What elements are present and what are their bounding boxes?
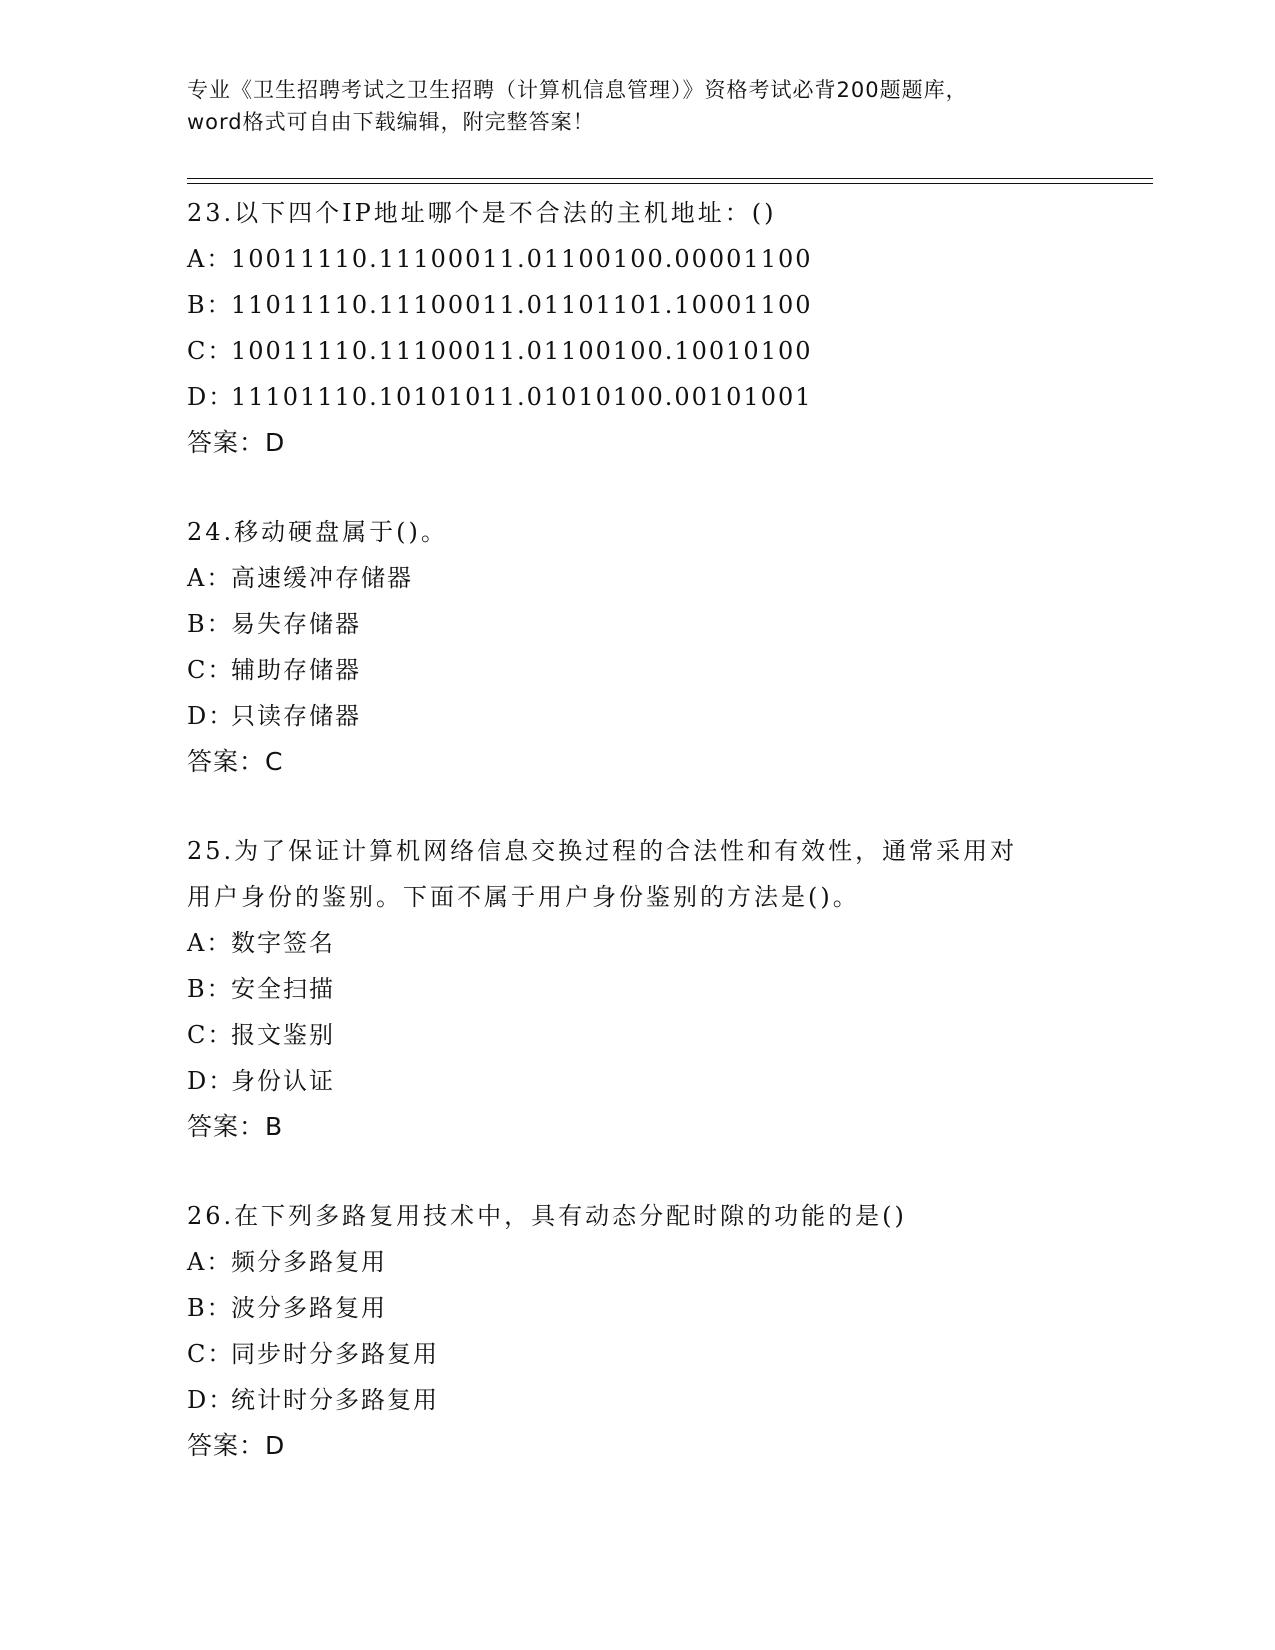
- answer-option: [187, 601, 1087, 647]
- answer-option: [187, 282, 1087, 328]
- question-block: [187, 1193, 1087, 1469]
- option-text: 报文鉴别: [231, 1021, 335, 1049]
- answer-option: [187, 647, 1087, 693]
- option-key: C：: [187, 656, 234, 684]
- question-list: [187, 190, 1087, 1512]
- answer-label: 答案：D: [187, 428, 286, 457]
- header-line-2: word格式可自由下载编辑，附完整答案！: [187, 110, 595, 134]
- question-stem-line: 24.移动硬盘属于()。: [187, 518, 448, 546]
- header-rule-bottom: [187, 183, 1153, 184]
- answer-option: [187, 920, 1087, 966]
- option-text: 安全扫描: [231, 975, 335, 1003]
- option-key: B：: [187, 1294, 233, 1322]
- answer-option: [187, 1058, 1087, 1104]
- question-stem: [187, 828, 1087, 920]
- option-text: 辅助存储器: [231, 656, 361, 684]
- option-text: 11101110.10101011.01010100.00101001: [231, 383, 813, 411]
- option-text: 统计时分多路复用: [231, 1386, 439, 1414]
- header-line-1: 专业《卫生招聘考试之卫生招聘（计算机信息管理）》资格考试必背200题题库，: [187, 78, 968, 102]
- answer-option: [187, 1239, 1087, 1285]
- answer-label: 答案：C: [187, 747, 284, 776]
- option-key: B：: [187, 975, 233, 1003]
- answer-label: 答案：B: [187, 1112, 284, 1141]
- option-text: 同步时分多路复用: [231, 1340, 439, 1368]
- question-block: [187, 190, 1087, 466]
- option-key: C：: [187, 1340, 234, 1368]
- question-stem-line: 26.在下列多路复用技术中，具有动态分配时隙的功能的是(): [187, 1202, 907, 1230]
- option-key: C：: [187, 337, 234, 365]
- question-stem: [187, 509, 1087, 555]
- option-key: D：: [187, 1386, 235, 1414]
- option-text: 只读存储器: [231, 702, 361, 730]
- answer-option: [187, 555, 1087, 601]
- answer-option: [187, 1377, 1087, 1423]
- option-text: 高速缓冲存储器: [231, 564, 413, 592]
- question-stem-line: 25.为了保证计算机网络信息交换过程的合法性和有效性，通常采用对: [187, 837, 1018, 865]
- question-stem-line: 23.以下四个IP地址哪个是不合法的主机地址：(): [187, 199, 777, 227]
- option-text: 身份认证: [231, 1067, 335, 1095]
- answer-option: [187, 966, 1087, 1012]
- option-text: 10011110.11100011.01100100.00001100: [231, 245, 813, 273]
- option-key: A：: [187, 929, 233, 957]
- answer-label: 答案：D: [187, 1431, 286, 1460]
- question-stem-line: 用户身份的鉴别。下面不属于用户身份鉴别的方法是()。: [187, 883, 860, 911]
- option-text: 频分多路复用: [231, 1248, 387, 1276]
- header-rule-top: [187, 178, 1153, 179]
- option-key: A：: [187, 245, 233, 273]
- option-key: A：: [187, 1248, 233, 1276]
- option-text: 数字签名: [231, 929, 335, 957]
- answer-option: [187, 374, 1087, 420]
- answer-option: [187, 1012, 1087, 1058]
- option-key: C：: [187, 1021, 234, 1049]
- option-text: 易失存储器: [231, 610, 361, 638]
- question-stem: [187, 190, 1087, 236]
- option-key: B：: [187, 291, 233, 319]
- question-stem: [187, 1193, 1087, 1239]
- option-text: 波分多路复用: [231, 1294, 387, 1322]
- question-block: [187, 509, 1087, 785]
- option-key: D：: [187, 383, 235, 411]
- question-block: [187, 828, 1087, 1150]
- option-key: D：: [187, 702, 235, 730]
- document-header: [187, 74, 1087, 138]
- answer-option: [187, 1331, 1087, 1377]
- answer-option: [187, 236, 1087, 282]
- answer-option: [187, 1285, 1087, 1331]
- option-text: 10011110.11100011.01100100.10010100: [231, 337, 813, 365]
- option-key: B：: [187, 610, 233, 638]
- answer-option: [187, 328, 1087, 374]
- option-text: 11011110.11100011.01101101.10001100: [231, 291, 813, 319]
- option-key: D：: [187, 1067, 235, 1095]
- option-key: A：: [187, 564, 233, 592]
- answer-option: [187, 693, 1087, 739]
